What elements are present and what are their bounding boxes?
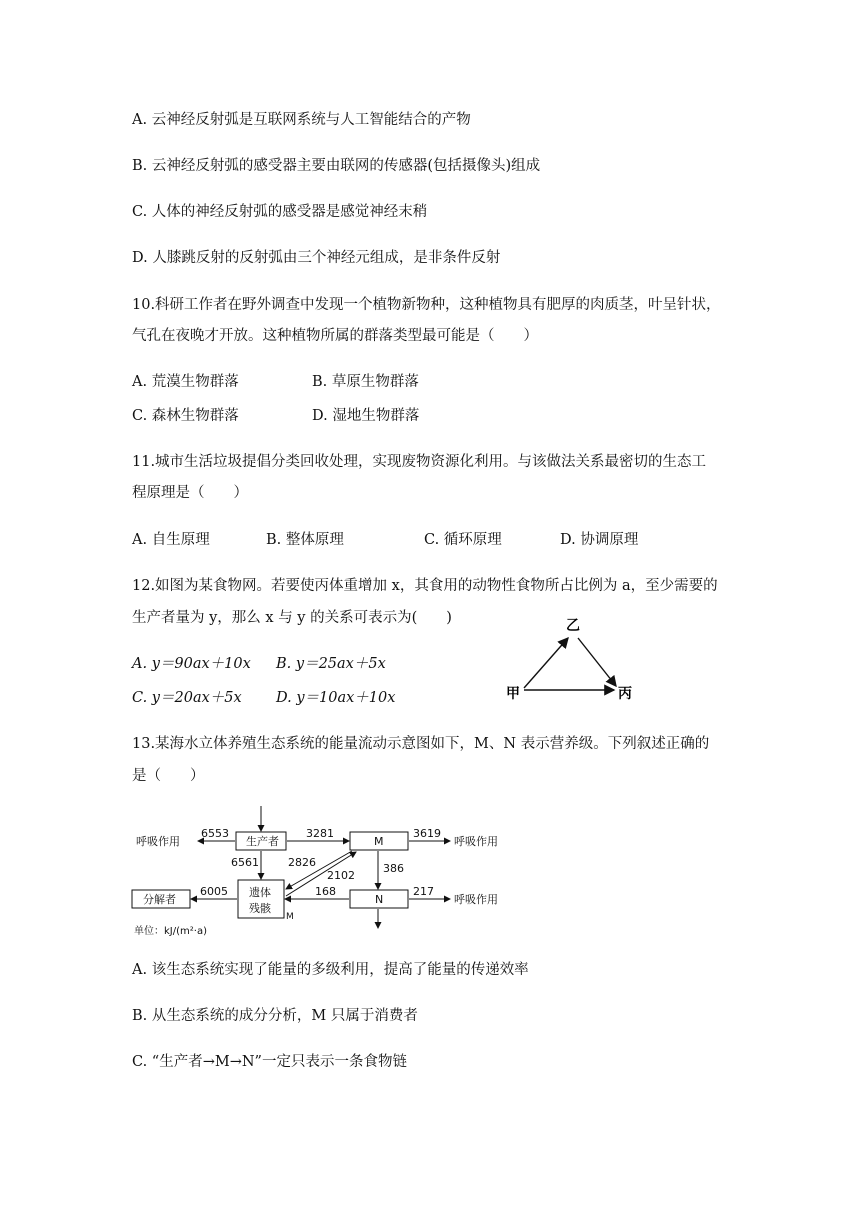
q11-option-b: B. 整体原理 [266, 532, 344, 548]
producer-label: 生产者 [246, 835, 279, 848]
remains-tag: M [286, 912, 294, 922]
remains-label-2: 残骸 [249, 902, 271, 915]
q10-stem-line1: 10.科研工作者在野外调查中发现一个植物新物种，这种植物具有肥厚的肉质茎，叶呈针状， [132, 297, 721, 313]
value-remains-to-m: 2102 [327, 869, 355, 882]
arrow-yi-to-bing [578, 638, 616, 686]
q12-option-c: C. y＝20ax＋5x [132, 690, 242, 706]
value-remains-to-decomposer: 6005 [200, 885, 228, 898]
unit-label: 单位：kJ/(m²·a) [134, 926, 207, 937]
q9-option-a: A. 云神经反射弧是互联网系统与人工智能结合的产物 [132, 112, 471, 128]
value-n-to-remains: 168 [315, 885, 336, 898]
arrow-jia-to-yi [524, 638, 568, 688]
q13-option-c: C. “生产者→M→N”一定只表示一条食物链 [132, 1054, 407, 1070]
node-bing: 丙 [618, 686, 632, 702]
q13-option-b: B. 从生态系统的成分分析，M 只属于消费者 [132, 1008, 418, 1024]
energy-flow-diagram [128, 804, 528, 940]
q11-option-d: D. 协调原理 [560, 532, 639, 548]
value-m-to-n: 386 [383, 862, 404, 875]
value-producer-to-remains: 6561 [231, 856, 259, 869]
node-yi: 乙 [566, 618, 580, 634]
q10-option-c: C. 森林生物群落 [132, 408, 239, 424]
q10-option-d: D. 湿地生物群落 [312, 408, 420, 424]
q9-option-b: B. 云神经反射弧的感受器主要由联网的传感器(包括摄像头)组成 [132, 158, 541, 174]
respiration-label-producer: 呼吸作用 [136, 835, 180, 848]
remains-label-1: 遗体 [249, 886, 271, 899]
decomposer-label: 分解者 [143, 893, 176, 906]
value-m-resp: 3619 [413, 827, 441, 840]
value-m-to-remains: 2826 [288, 856, 316, 869]
q11-stem-line1: 11.城市生活垃圾提倡分类回收处理，实现废物资源化利用。与该做法关系最密切的生态工 [132, 454, 707, 470]
q13-stem-line2: 是（ ） [132, 768, 205, 784]
q13-option-a: A. 该生态系统实现了能量的多级利用，提高了能量的传递效率 [132, 962, 529, 978]
q9-option-d: D. 人膝跳反射的反射弧由三个神经元组成，是非条件反射 [132, 250, 501, 266]
value-n-resp: 217 [413, 885, 434, 898]
respiration-label-m: 呼吸作用 [454, 835, 498, 848]
q13-stem-line1: 13.某海水立体养殖生态系统的能量流动示意图如下，M、N 表示营养级。下列叙述正确的 [132, 736, 710, 752]
q9-option-c: C. 人体的神经反射弧的感受器是感觉神经末稍 [132, 204, 428, 220]
q10-stem-line2: 气孔在夜晚才开放。这种植物所属的群落类型最可能是（ ） [132, 328, 538, 344]
q12-option-d: D. y＝10ax＋10x [276, 690, 396, 706]
q11-option-c: C. 循环原理 [424, 532, 502, 548]
q11-option-a: A. 自生原理 [132, 532, 210, 548]
node-jia: 甲 [506, 686, 520, 702]
m-label: M [374, 835, 384, 848]
n-label: N [375, 893, 384, 906]
value-producer-to-m: 3281 [306, 827, 334, 840]
q10-option-b: B. 草原生物群落 [312, 374, 419, 390]
respiration-label-n: 呼吸作用 [454, 893, 498, 906]
q11-stem-line2: 程原理是（ ） [132, 485, 248, 501]
food-web-diagram [500, 614, 650, 708]
q12-stem-line2: 生产者量为 y，那么 x 与 y 的关系可表示为( ) [132, 610, 452, 626]
q12-stem-line1: 12.如图为某食物网。若要使丙体重增加 x，其食用的动物性食物所占比例为 a，至少需要的 [132, 578, 718, 594]
value-producer-resp: 6553 [201, 827, 229, 840]
q12-option-b: B. y＝25ax＋5x [276, 656, 386, 672]
q12-option-a: A. y＝90ax＋10x [132, 656, 251, 672]
q10-option-a: A. 荒漠生物群落 [132, 374, 239, 390]
